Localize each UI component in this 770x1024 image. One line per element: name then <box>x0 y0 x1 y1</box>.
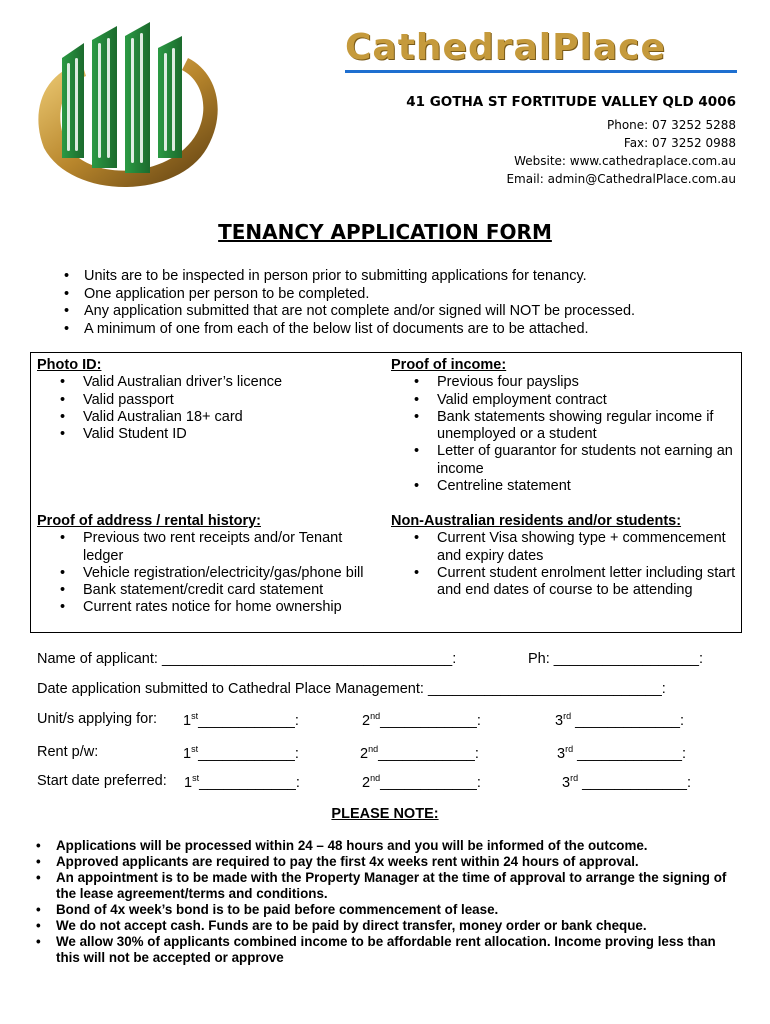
date-blank[interactable]: _____________________________: <box>427 681 666 697</box>
date-submitted-field[interactable] <box>37 681 666 697</box>
intro-list <box>58 268 635 338</box>
ph-label: Ph: <box>528 651 550 667</box>
list-item: • Vehicle registration/electricity/gas/phone bill <box>37 565 382 582</box>
start-choice-2[interactable]: 2nd____________: <box>362 773 481 791</box>
notes-list <box>30 838 730 966</box>
unit-choice-3[interactable]: 3rd _____________: <box>555 711 684 729</box>
list-item: • An appointment is to be made with the Property Manager at the time of approval to arrange the signing of the lease agreement/terms and conditions. <box>30 870 730 902</box>
list-item: • Previous four payslips <box>391 374 736 391</box>
list-item: • Current rates notice for home ownership <box>37 599 382 616</box>
proof-income-heading: Proof of income: <box>391 357 507 373</box>
website-line: Website: www.cathedraplace.com.au <box>514 154 736 168</box>
street-address: 41 GOTHA ST FORTITUDE VALLEY QLD 4006 <box>406 94 736 110</box>
list-item: • We allow 30% of applicants combined income to be affordable rent allocation. Income proving less than this will not be accepted or approve <box>30 934 730 966</box>
rent-choice-2[interactable]: 2nd____________: <box>360 744 479 762</box>
proof-income-section <box>391 357 736 495</box>
list-item: • Current Visa showing type + commencement and expiry dates <box>391 530 736 565</box>
form-title: TENANCY APPLICATION FORM <box>218 220 552 244</box>
brand-underline <box>345 70 737 73</box>
non-australian-section <box>391 513 736 599</box>
phone-field[interactable] <box>528 651 703 667</box>
fax-line: Fax: 07 3252 0988 <box>623 136 736 150</box>
email-line: Email: admin@CathedralPlace.com.au <box>506 172 736 186</box>
list-item: • Any application submitted that are not complete and/or signed will NOT be processed. <box>58 303 635 321</box>
list-item: • Bank statements showing regular income if unemployed or a student <box>391 409 736 444</box>
name-blank[interactable]: ____________________________________: <box>161 651 457 667</box>
please-note-heading: PLEASE NOTE: <box>331 806 439 822</box>
start-choice-3[interactable]: 3rd _____________: <box>562 773 691 791</box>
list-item: • A minimum of one from each of the below list of documents are to be attached. <box>58 321 635 339</box>
unit-label: Unit/s applying for: <box>37 711 158 727</box>
contact-block <box>406 94 736 188</box>
start-choice-1[interactable]: 1st____________: <box>184 773 300 791</box>
list-item: • Valid passport <box>37 392 377 409</box>
proof-address-heading: Proof of address / rental history: <box>37 513 261 529</box>
list-item: • Previous two rent receipts and/or Tenant ledger <box>37 530 382 565</box>
non-australian-heading: Non-Australian residents and/or students: <box>391 513 682 529</box>
rent-label: Rent p/w: <box>37 744 99 760</box>
phone-line: Phone: 07 3252 5288 <box>606 118 736 132</box>
list-item: • Bank statement/credit card statement <box>37 582 382 599</box>
rent-choice-3[interactable]: 3rd _____________: <box>557 744 686 762</box>
photo-id-section <box>37 357 377 443</box>
name-label: Name of applicant: <box>37 651 158 667</box>
unit-choice-2[interactable]: 2nd____________: <box>362 711 481 729</box>
list-item: • Letter of guarantor for students not earning an income <box>391 443 736 478</box>
list-item: • We do not accept cash. Funds are to be paid by direct transfer, money order or bank cheque. <box>30 918 730 934</box>
unit-choice-1[interactable]: 1st____________: <box>183 711 299 729</box>
list-item: • Centreline statement <box>391 478 736 495</box>
list-item: • Applications will be processed within 24 – 48 hours and you will be informed of the outcome. <box>30 838 730 854</box>
list-item: • Valid Australian driver’s licence <box>37 374 377 391</box>
brand-name: CathedralPlace <box>345 27 666 68</box>
list-item: • Units are to be inspected in person prior to submitting applications for tenancy. <box>58 268 635 286</box>
documents-box <box>30 352 742 633</box>
list-item: • Bond of 4x week’s bond is to be paid before commencement of lease. <box>30 902 730 918</box>
list-item: • Approved applicants are required to pay the first 4x weeks rent within 24 hours of approval. <box>30 854 730 870</box>
start-date-label: Start date preferred: <box>37 773 167 789</box>
list-item: • Valid Student ID <box>37 426 377 443</box>
list-item: • Current student enrolment letter including start and end dates of course to be attending <box>391 565 736 600</box>
photo-id-heading: Photo ID: <box>37 357 102 373</box>
brand-wordmark <box>345 27 740 74</box>
list-item: • Valid employment contract <box>391 392 736 409</box>
name-of-applicant-field[interactable] <box>37 651 456 667</box>
proof-address-section <box>37 513 382 617</box>
list-item: • One application per person to be completed. <box>58 286 635 304</box>
list-item: • Valid Australian 18+ card <box>37 409 377 426</box>
ph-blank[interactable]: __________________: <box>553 651 703 667</box>
building-logo-icon <box>22 18 222 203</box>
rent-choice-1[interactable]: 1st____________: <box>183 744 299 762</box>
date-label: Date application submitted to Cathedral Place Management: <box>37 681 424 697</box>
